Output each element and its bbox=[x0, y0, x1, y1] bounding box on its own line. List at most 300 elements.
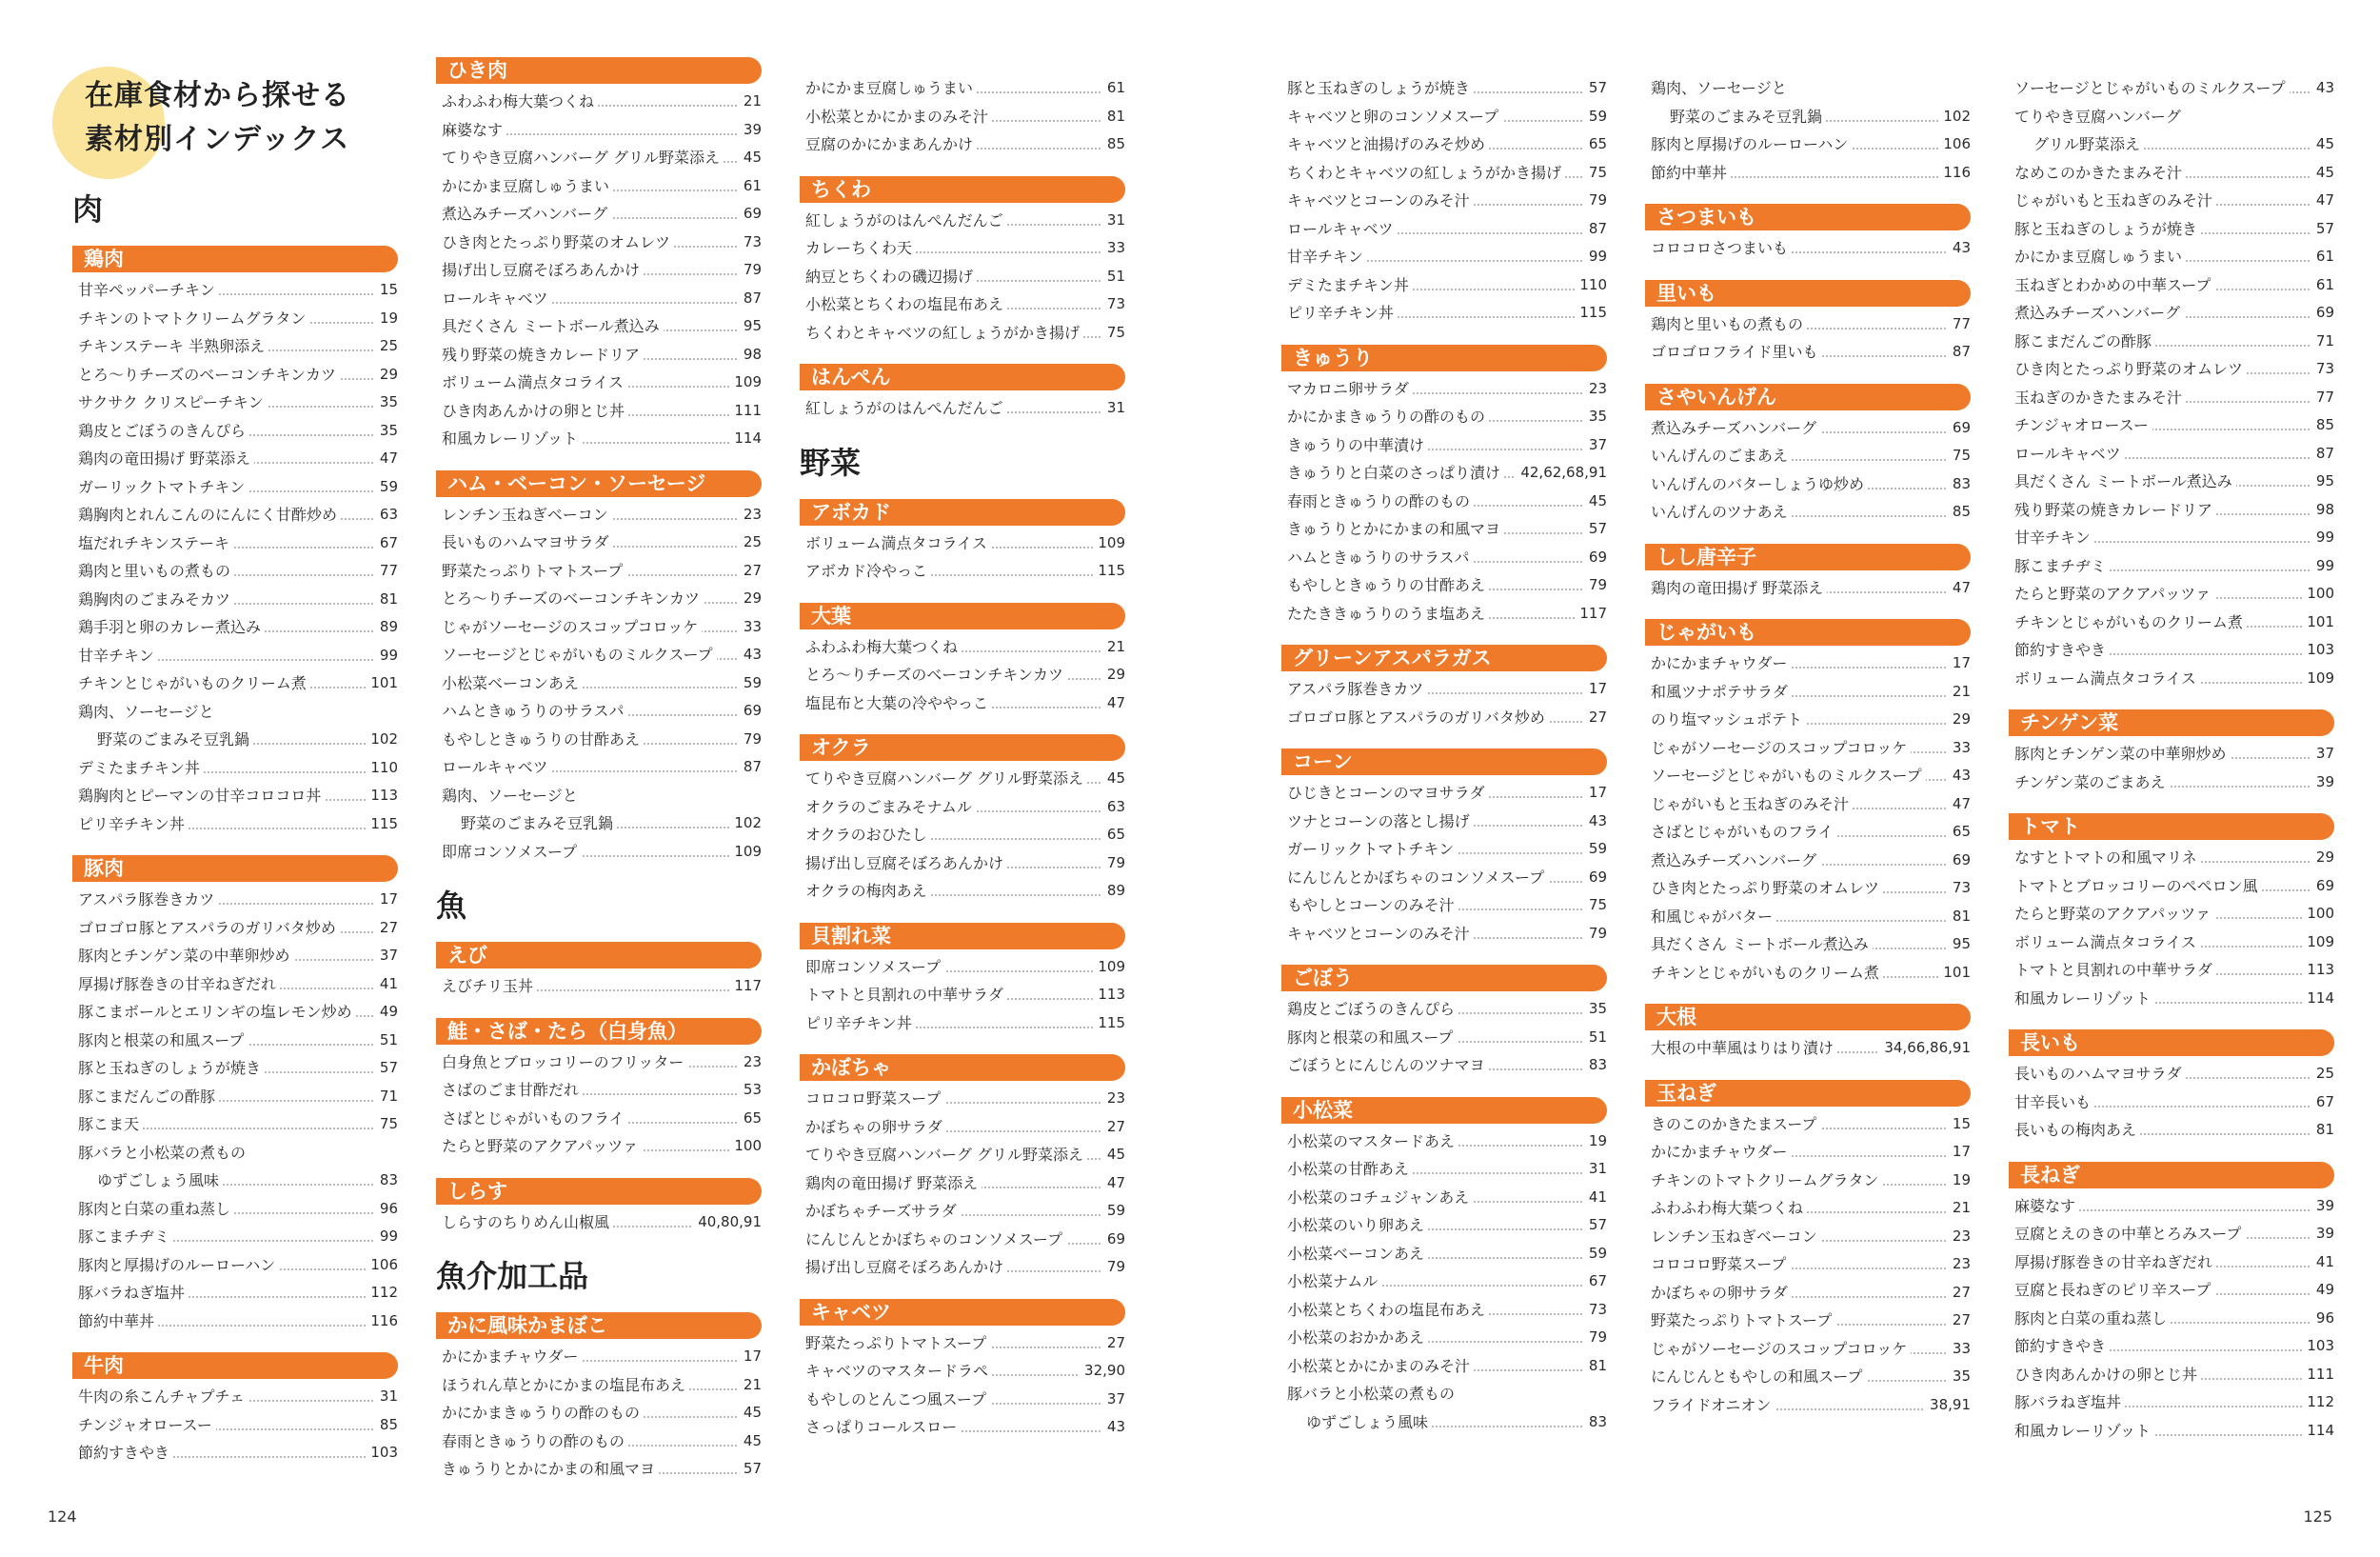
page-ref: 83 bbox=[375, 1167, 398, 1195]
recipe-name: 豚こまだんごの酢豚 bbox=[2014, 332, 2155, 350]
page-ref: 47 bbox=[1948, 790, 1971, 819]
recipe-name: 鶏肉と里いもの煮もの bbox=[78, 562, 234, 580]
page-ref: 101 bbox=[366, 669, 398, 698]
index-entry bbox=[1281, 375, 1607, 404]
index-entry bbox=[1645, 498, 1971, 527]
index-entry bbox=[1281, 74, 1607, 103]
recipe-name: トマトと貝割れの中華サラダ bbox=[2014, 961, 2216, 979]
recipe-name: 残り野菜の焼きカレードリア bbox=[2014, 501, 2216, 519]
ingredient-group bbox=[800, 444, 1125, 586]
recipe-name: ゴロゴロ豚とアスパラのガリバタ炒め bbox=[78, 919, 340, 937]
page-ref: 59 bbox=[739, 669, 762, 698]
recipe-name: 牛肉の糸こんチャプチェ bbox=[78, 1387, 248, 1406]
page-ref: 116 bbox=[366, 1307, 398, 1336]
index-entry bbox=[2009, 440, 2334, 469]
index-entry bbox=[1645, 930, 1971, 959]
page-ref: 17 bbox=[1584, 779, 1607, 808]
index-entry bbox=[1645, 338, 1971, 367]
index-entry bbox=[2009, 328, 2334, 356]
page-ref: 53 bbox=[739, 1076, 762, 1105]
index-entry bbox=[72, 942, 398, 970]
page-ref: 57 bbox=[2311, 215, 2334, 244]
page-ref: 113 bbox=[366, 782, 398, 810]
index-entry bbox=[1281, 488, 1607, 516]
page-ref: 79 bbox=[739, 726, 762, 754]
ingredient-heading: かに風味かまぼこ bbox=[436, 1312, 762, 1339]
page-ref: 21 bbox=[739, 88, 762, 116]
page-ref: 31 bbox=[1584, 1155, 1607, 1184]
index-entry bbox=[436, 501, 762, 529]
index-entry bbox=[800, 557, 1125, 586]
page-ref: 96 bbox=[375, 1195, 398, 1224]
page-ref: 31 bbox=[375, 1383, 398, 1411]
recipe-name: 豚肉と厚揚げのルーローハン bbox=[78, 1256, 279, 1274]
ingredient-heading: 鶏肉 bbox=[72, 246, 398, 272]
ingredient-group bbox=[72, 855, 398, 1335]
page-ref: 113 bbox=[2302, 956, 2334, 985]
page-ref: 23 bbox=[739, 1048, 762, 1077]
index-entry bbox=[436, 838, 762, 867]
index-entry bbox=[2009, 844, 2334, 872]
ingredient-group bbox=[2009, 1029, 2334, 1145]
index-entry bbox=[800, 103, 1125, 131]
recipe-name: 鶏肉の竜田揚げ 野菜添え bbox=[78, 449, 254, 468]
page-ref: 65 bbox=[1102, 821, 1125, 849]
index-entry bbox=[800, 1141, 1125, 1169]
page-ref: 63 bbox=[1102, 793, 1125, 822]
index-entry bbox=[1645, 414, 1971, 443]
index-entry bbox=[800, 529, 1125, 558]
recipe-name: 節約すきやき bbox=[2014, 641, 2110, 659]
page-ref: 83 bbox=[1584, 1051, 1607, 1080]
recipe-name: きゅうりの中華漬け bbox=[1287, 436, 1428, 454]
page-ref: 45 bbox=[1102, 765, 1125, 793]
recipe-name: ひじきとコーンのマヨサラダ bbox=[1287, 784, 1489, 802]
page-ref: 43 bbox=[1948, 234, 1971, 263]
page-ref: 37 bbox=[1102, 1386, 1125, 1414]
index-entry bbox=[1645, 1250, 1971, 1279]
index-entry bbox=[2009, 985, 2334, 1013]
recipe-name: きゅうりと白菜のさっぱり漬け bbox=[1287, 464, 1504, 482]
index-entry bbox=[1645, 1110, 1971, 1139]
index-entry bbox=[436, 256, 762, 285]
recipe-name: たたききゅうりのうま塩あえ bbox=[1287, 605, 1489, 623]
recipe-name: 豚肉と根菜の和風スープ bbox=[78, 1031, 248, 1049]
ingredient-group bbox=[436, 57, 762, 453]
index-entry bbox=[1645, 1167, 1971, 1195]
index-entry bbox=[2009, 1417, 2334, 1446]
page-ref: 33 bbox=[739, 613, 762, 642]
recipe-name: ひき肉とたっぷり野菜のオムレツ bbox=[442, 233, 674, 251]
recipe-name: なめこのかきたまみそ汁 bbox=[2014, 164, 2186, 182]
recipe-name: アスパラ豚巻きカツ bbox=[78, 890, 218, 908]
recipe-name: きゅうりとかにかまの和風マヨ bbox=[442, 1460, 659, 1478]
page-ref: 87 bbox=[2311, 440, 2334, 469]
page-ref: 39 bbox=[2311, 769, 2334, 797]
index-entry bbox=[1281, 1128, 1607, 1156]
page-ref: 59 bbox=[1584, 103, 1607, 131]
index-entry bbox=[1645, 762, 1971, 790]
recipe-name: 春雨ときゅうりの酢のもの bbox=[442, 1432, 628, 1450]
page-ref: 35 bbox=[375, 417, 398, 446]
index-entry bbox=[436, 726, 762, 754]
index-entry bbox=[800, 765, 1125, 793]
recipe-name: 厚揚げ豚巻きの甘辛ねぎだれ bbox=[78, 975, 280, 993]
page-ref: 57 bbox=[1584, 515, 1607, 544]
recipe-name: 野菜のごまみそ豆乳鍋 bbox=[97, 730, 253, 749]
index-entry bbox=[72, 1307, 398, 1336]
recipe-name: 節約中華丼 bbox=[78, 1312, 158, 1330]
recipe-name: ハムときゅうりのサラスパ bbox=[1287, 549, 1474, 567]
recipe-name: マカロニ卵サラダ bbox=[1287, 380, 1413, 398]
index-entry bbox=[436, 88, 762, 116]
page-ref: 35 bbox=[1584, 403, 1607, 431]
index-entry bbox=[800, 849, 1125, 878]
page-ref: 75 bbox=[1584, 891, 1607, 920]
index-entry bbox=[2009, 552, 2334, 581]
page-ref: 87 bbox=[739, 285, 762, 313]
page-ref: 40,80,91 bbox=[693, 1208, 762, 1237]
recipe-name: 豚と玉ねぎのしょうが焼き bbox=[78, 1059, 265, 1077]
index-entry bbox=[436, 753, 762, 782]
page-ref: 67 bbox=[375, 529, 398, 558]
page-ref: 65 bbox=[739, 1105, 762, 1133]
page-ref: 47 bbox=[1102, 1169, 1125, 1198]
index-entry bbox=[1645, 1194, 1971, 1223]
recipe-name: ひき肉あんかけの卵とじ丼 bbox=[2014, 1366, 2201, 1384]
index-entry bbox=[72, 445, 398, 473]
index-entry bbox=[1281, 1024, 1607, 1052]
page-ref: 69 bbox=[739, 697, 762, 726]
recipe-name: ソーセージとじゃがいものミルクスープ bbox=[442, 646, 717, 664]
page-ref: 33 bbox=[1948, 1335, 1971, 1364]
index-entry bbox=[1281, 864, 1607, 892]
page-ref: 19 bbox=[375, 305, 398, 333]
index-entry bbox=[2009, 411, 2334, 440]
page-ref: 73 bbox=[1102, 290, 1125, 319]
recipe-name: 豚こま天 bbox=[78, 1115, 143, 1133]
page-ref: 59 bbox=[375, 473, 398, 502]
recipe-name: 鶏手羽と卵のカレー煮込み bbox=[78, 618, 265, 636]
recipe-name: チキンとじゃがいものクリーム煮 bbox=[1651, 964, 1883, 982]
index-entry bbox=[1645, 847, 1971, 875]
recipe-name: チキンのトマトクリームグラタン bbox=[78, 309, 309, 328]
recipe-name: 鶏胸肉とピーマンの甘辛コロコロ丼 bbox=[78, 787, 325, 805]
index-entry bbox=[1281, 1380, 1607, 1408]
ingredient-heading: 貝割れ菜 bbox=[800, 923, 1125, 949]
index-entry bbox=[1645, 706, 1971, 734]
page-ref: 95 bbox=[739, 312, 762, 341]
index-entry bbox=[2009, 1305, 2334, 1333]
page-ref: 98 bbox=[2311, 496, 2334, 525]
page-ref: 100 bbox=[729, 1132, 762, 1161]
index-entry bbox=[1281, 891, 1607, 920]
recipe-name: 厚揚げ豚巻きの甘辛ねぎだれ bbox=[2014, 1253, 2216, 1271]
ingredient-heading: 大根 bbox=[1645, 1004, 1971, 1030]
recipe-name: デミたまチキン丼 bbox=[1287, 276, 1413, 294]
page-ref: 89 bbox=[375, 613, 398, 642]
ingredient-group bbox=[800, 364, 1125, 423]
ingredient-group bbox=[2009, 813, 2334, 1012]
index-entry bbox=[1645, 234, 1971, 263]
recipe-name: ソーセージとじゃがいものミルクスープ bbox=[1651, 767, 1926, 785]
page-ref: 69 bbox=[1948, 847, 1971, 875]
index-entry bbox=[800, 953, 1125, 982]
recipe-name: オクラのごまみそナムル bbox=[805, 798, 976, 816]
index-entry bbox=[72, 361, 398, 389]
ingredient-group bbox=[800, 734, 1125, 906]
recipe-name: ボリューム満点タコライス bbox=[442, 373, 627, 391]
index-entry bbox=[800, 1357, 1125, 1386]
index-entry bbox=[2009, 159, 2334, 188]
index-entry bbox=[1645, 130, 1971, 159]
title-line-2: 素材別インデックス bbox=[85, 123, 350, 156]
index-entry bbox=[1281, 103, 1607, 131]
recipe-name: てりやき豆腐ハンバーグ グリル野菜添え bbox=[442, 149, 724, 167]
recipe-name: 煮込みチーズハンバーグ bbox=[1651, 419, 1820, 437]
recipe-name: にんじんともやしの和風スープ bbox=[1651, 1367, 1866, 1386]
index-entry bbox=[1645, 74, 1971, 103]
page-ref: 83 bbox=[1948, 470, 1971, 499]
ingredient-heading: しし唐辛子 bbox=[1645, 544, 1971, 570]
page-ref: 79 bbox=[1584, 920, 1607, 948]
ingredient-heading: えび bbox=[436, 942, 762, 968]
index-entry bbox=[1281, 675, 1607, 704]
index-entry bbox=[1645, 310, 1971, 339]
index-entry bbox=[436, 1371, 762, 1400]
ingredient-heading: オクラ bbox=[800, 734, 1125, 761]
index-entry bbox=[2009, 355, 2334, 384]
recipe-name: サクサク クリスピーチキン bbox=[78, 393, 268, 411]
recipe-name: 塩だれチキンステーキ bbox=[78, 534, 233, 552]
page-ref: 61 bbox=[1102, 74, 1125, 103]
index-entry bbox=[800, 207, 1125, 235]
recipe-name: とろ〜りチーズのベーコンチキンカツ bbox=[805, 666, 1067, 684]
page-ref: 35 bbox=[375, 389, 398, 417]
index-entry bbox=[1645, 874, 1971, 903]
index-entry bbox=[72, 332, 398, 361]
recipe-name: 鶏肉の竜田揚げ 野菜添え bbox=[805, 1174, 982, 1192]
index-entry bbox=[1281, 600, 1607, 629]
page-ref: 109 bbox=[2302, 665, 2334, 693]
page-ref: 47 bbox=[1102, 689, 1125, 718]
index-entry bbox=[800, 1386, 1125, 1414]
recipe-name: コロコロさつまいも bbox=[1651, 239, 1792, 257]
ingredient-heading: 玉ねぎ bbox=[1645, 1080, 1971, 1107]
index-entry bbox=[1281, 1408, 1607, 1437]
ingredient-heading: チンゲン菜 bbox=[2009, 709, 2334, 736]
page-ref: 115 bbox=[1093, 557, 1125, 586]
page-ref: 45 bbox=[739, 1427, 762, 1456]
index-entry bbox=[1281, 1324, 1607, 1352]
index-entry bbox=[1645, 442, 1971, 470]
page-ref: 69 bbox=[1948, 414, 1971, 443]
page-ref: 114 bbox=[2302, 1417, 2334, 1446]
recipe-name: キャベツのマスタードラペ bbox=[805, 1362, 992, 1380]
index-entry bbox=[2009, 609, 2334, 637]
index-entry bbox=[436, 697, 762, 726]
recipe-name: かにかまきゅうりの酢のもの bbox=[442, 1404, 644, 1422]
ingredient-heading: じゃがいも bbox=[1645, 619, 1971, 646]
page-ref: 102 bbox=[366, 726, 398, 754]
index-entry bbox=[1645, 1363, 1971, 1391]
recipe-name: 豚こまチヂミ bbox=[2014, 557, 2110, 575]
page-ref: 81 bbox=[2311, 1116, 2334, 1145]
index-entry bbox=[1281, 243, 1607, 271]
page-ref: 17 bbox=[1948, 1138, 1971, 1167]
recipe-name: ロールキャベツ bbox=[2014, 445, 2125, 463]
page-ref: 29 bbox=[2311, 844, 2334, 872]
page-ref: 59 bbox=[1584, 1240, 1607, 1268]
index-entry bbox=[2009, 636, 2334, 665]
index-entry bbox=[1281, 544, 1607, 572]
recipe-name: 豚肉と白菜の重ね蒸し bbox=[2014, 1309, 2171, 1327]
page-ref: 43 bbox=[1948, 762, 1971, 790]
page-ref: 21 bbox=[1948, 678, 1971, 707]
page-ref: 45 bbox=[739, 1399, 762, 1427]
page-ref: 73 bbox=[1948, 874, 1971, 903]
index-entry bbox=[72, 501, 398, 529]
index-entry bbox=[436, 144, 762, 172]
page-ref: 77 bbox=[1948, 310, 1971, 339]
recipe-name: 塩昆布と大葉の冷ややっこ bbox=[805, 694, 992, 712]
index-column-5 bbox=[1645, 74, 1971, 1419]
ingredient-group bbox=[72, 190, 398, 838]
index-entry bbox=[1645, 734, 1971, 763]
ingredient-heading: ハム・ベーコン・ソーセージ bbox=[436, 470, 762, 497]
index-entry bbox=[72, 1411, 398, 1440]
page-ref: 95 bbox=[2311, 468, 2334, 496]
recipe-name: 鶏肉、ソーセージと bbox=[442, 787, 582, 805]
recipe-name: 麻婆なす bbox=[442, 121, 506, 139]
recipe-name: かにかまきゅうりの酢のもの bbox=[1287, 408, 1489, 426]
recipe-name: 玉ねぎとわかめの中華スープ bbox=[2014, 276, 2214, 294]
page-ref: 87 bbox=[1584, 215, 1607, 244]
index-entry bbox=[72, 557, 398, 586]
page-ref: 33 bbox=[1102, 234, 1125, 263]
index-entry bbox=[1645, 1279, 1971, 1307]
index-entry bbox=[1645, 159, 1971, 188]
page-ref: 27 bbox=[1102, 1329, 1125, 1358]
page-ref: 59 bbox=[1584, 835, 1607, 864]
page-ref: 79 bbox=[1102, 1253, 1125, 1282]
index-entry bbox=[2009, 187, 2334, 215]
index-entry bbox=[1281, 215, 1607, 244]
recipe-name: ふわふわ梅大葉つくね bbox=[805, 638, 962, 656]
recipe-name: さばとじゃがいものフライ bbox=[1651, 823, 1837, 841]
recipe-name: 豆腐と長ねぎのピリ辛スープ bbox=[2014, 1281, 2214, 1299]
index-entry bbox=[72, 1139, 398, 1168]
index-entry bbox=[1645, 649, 1971, 678]
page-ref: 71 bbox=[375, 1083, 398, 1111]
index-entry bbox=[72, 1110, 398, 1139]
recipe-name: 紅しょうがのはんぺんだんご bbox=[805, 399, 1007, 417]
recipe-name: アスパラ豚巻きカツ bbox=[1287, 680, 1427, 698]
index-entry bbox=[436, 585, 762, 613]
recipe-name: ひき肉あんかけの卵とじ丼 bbox=[442, 402, 628, 420]
page-ref: 69 bbox=[1584, 544, 1607, 572]
recipe-name: オクラの梅肉あえ bbox=[805, 882, 931, 900]
page-ref: 29 bbox=[375, 361, 398, 389]
ingredient-group bbox=[1645, 384, 1971, 527]
page-ref: 27 bbox=[1584, 704, 1607, 732]
recipe-name: 煮込みチーズハンバーグ bbox=[442, 205, 611, 223]
page-ref: 51 bbox=[1584, 1024, 1607, 1052]
recipe-name: 紅しょうがのはんぺんだんご bbox=[805, 211, 1007, 230]
page-ref: 99 bbox=[1584, 243, 1607, 271]
recipe-name: 揚げ出し豆腐そぼろあんかけ bbox=[805, 854, 1007, 872]
page-ref: 81 bbox=[1948, 903, 1971, 931]
page-ref: 69 bbox=[1102, 1226, 1125, 1254]
page-ref: 69 bbox=[739, 200, 762, 229]
page-ref: 101 bbox=[2302, 609, 2334, 637]
index-entry bbox=[436, 1399, 762, 1427]
page-ref: 61 bbox=[2311, 243, 2334, 271]
index-entry bbox=[2009, 103, 2334, 131]
recipe-name: たらと野菜のアクアパッツァ bbox=[442, 1137, 642, 1155]
page-ref: 15 bbox=[1948, 1110, 1971, 1139]
recipe-name: 甘辛チキン bbox=[2014, 529, 2094, 547]
page-ref: 45 bbox=[2311, 130, 2334, 159]
index-entry bbox=[2009, 1220, 2334, 1248]
page-ref: 33 bbox=[1948, 734, 1971, 763]
recipe-name: チンジャオロースー bbox=[78, 1416, 216, 1434]
index-entry bbox=[2009, 243, 2334, 271]
index-entry bbox=[72, 1195, 398, 1224]
index-entry bbox=[1281, 995, 1607, 1024]
recipe-name: ほうれん草とかにかまの塩昆布あえ bbox=[442, 1376, 689, 1394]
index-entry bbox=[436, 1105, 762, 1133]
index-entry bbox=[800, 263, 1125, 291]
page-ref: 100 bbox=[2302, 900, 2334, 928]
category-heading: 魚 bbox=[436, 888, 467, 924]
index-entry bbox=[800, 981, 1125, 1009]
page-ref: 17 bbox=[1948, 649, 1971, 678]
index-entry bbox=[2009, 1088, 2334, 1117]
recipe-name: ピリ辛チキン丼 bbox=[78, 815, 188, 833]
page-ref: 81 bbox=[375, 586, 398, 614]
ingredient-group bbox=[2009, 74, 2334, 692]
index-entry bbox=[2009, 928, 2334, 957]
index-entry bbox=[1281, 779, 1607, 808]
index-entry bbox=[2009, 271, 2334, 300]
recipe-name: じゃがソーセージのスコップコロッケ bbox=[1651, 1340, 1911, 1358]
page-ref: 99 bbox=[2311, 524, 2334, 552]
recipe-name: とろ〜りチーズのベーコンチキンカツ bbox=[78, 366, 340, 384]
recipe-name: 小松菜とちくわの塩昆布あえ bbox=[805, 295, 1007, 313]
page-ref: 103 bbox=[2302, 1332, 2334, 1361]
index-entry bbox=[800, 793, 1125, 822]
page-ref: 34,66,86,91 bbox=[1879, 1034, 1971, 1063]
recipe-name: ごぼうとにんじんのツナマヨ bbox=[1287, 1056, 1489, 1074]
recipe-name: ガーリックトマトチキン bbox=[1287, 840, 1458, 858]
index-entry bbox=[2009, 1276, 2334, 1305]
page-ref: 81 bbox=[1102, 103, 1125, 131]
index-entry bbox=[72, 613, 398, 642]
recipe-name: てりやき豆腐ハンバーグ bbox=[2014, 108, 2185, 126]
index-entry bbox=[2009, 740, 2334, 769]
recipe-name: じゃがいもと玉ねぎのみそ汁 bbox=[2014, 191, 2216, 210]
recipe-name: もやしときゅうりの甘酢あえ bbox=[1287, 576, 1489, 594]
recipe-name: にんじんとかぼちゃのコンソメスープ bbox=[1287, 868, 1548, 887]
page-ref: 17 bbox=[1584, 675, 1607, 704]
index-entry bbox=[436, 1455, 762, 1484]
recipe-name: 長いものハムマヨサラダ bbox=[2014, 1065, 2186, 1083]
recipe-name: 鶏胸肉のごまみそカツ bbox=[78, 590, 234, 609]
page-ref: 39 bbox=[739, 116, 762, 145]
recipe-name: じゃがソーセージのスコップコロッケ bbox=[442, 618, 702, 636]
page-ref: 77 bbox=[2311, 384, 2334, 412]
